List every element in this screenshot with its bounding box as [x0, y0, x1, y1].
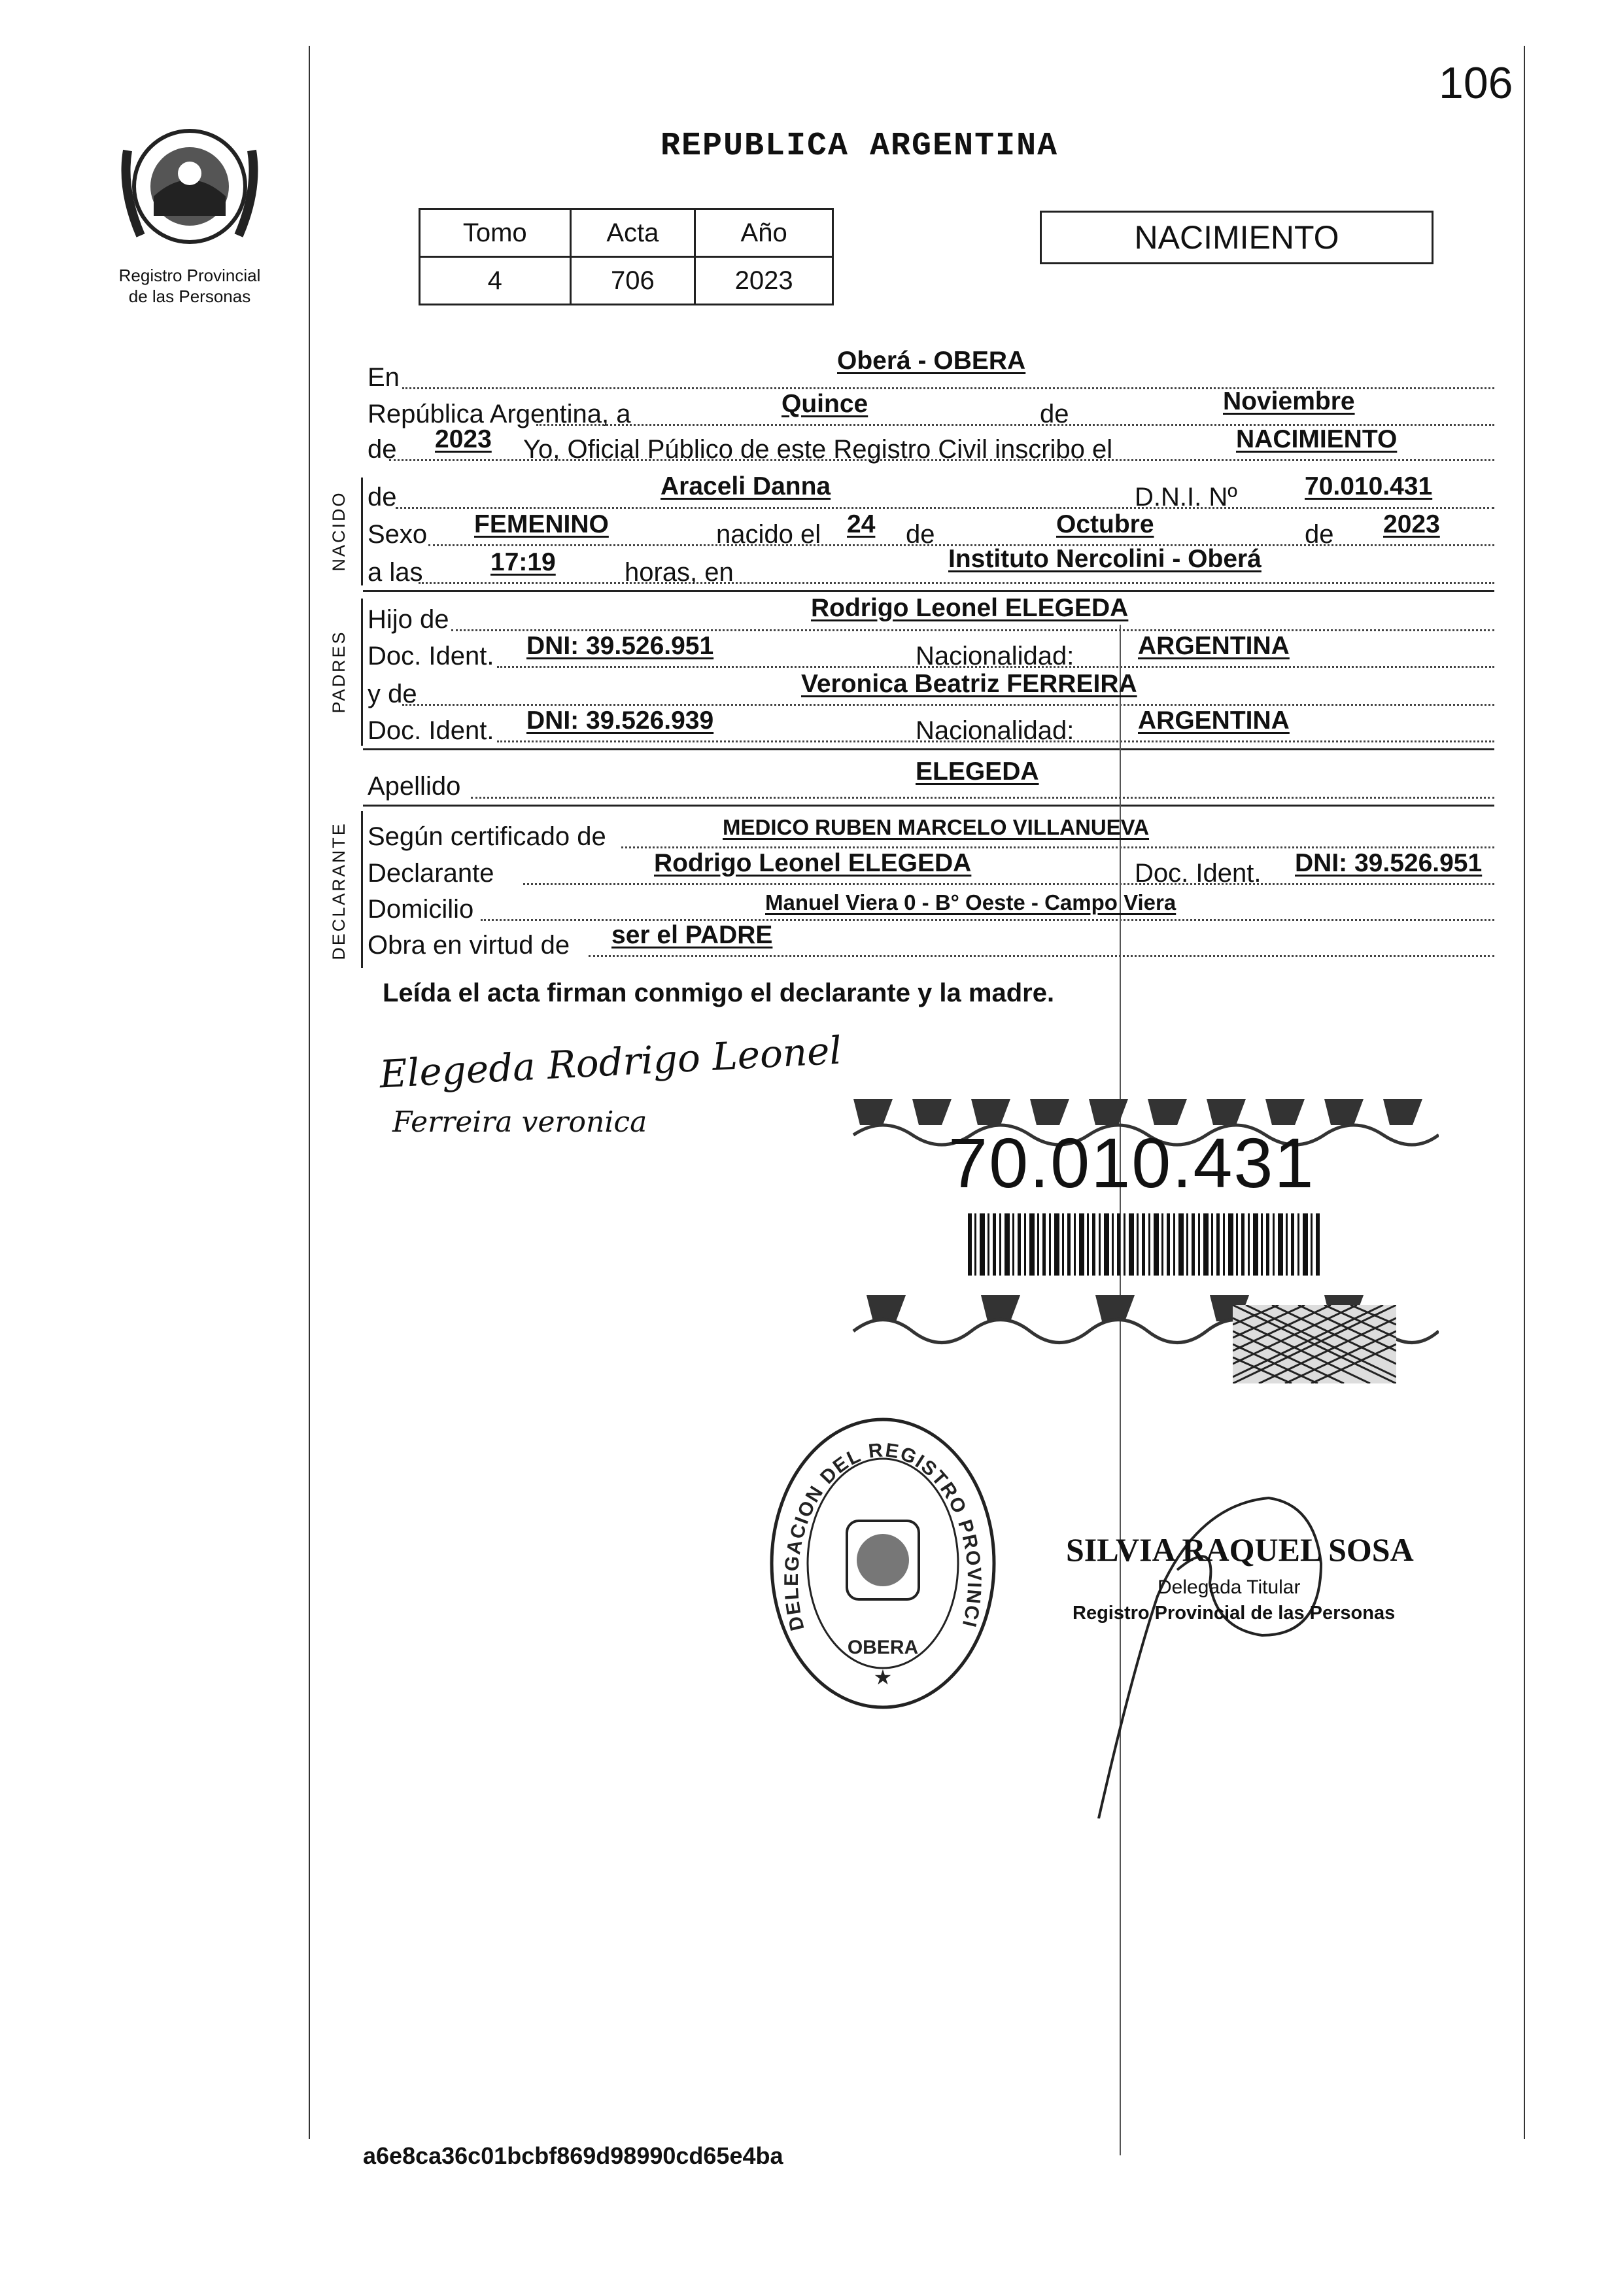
horas-label: horas, en [625, 558, 734, 587]
page-number: 106 [1439, 58, 1513, 108]
de-label-2: de [906, 520, 935, 549]
en-label: En [368, 363, 400, 392]
domicilio-label: Domicilio [368, 895, 474, 924]
province-crest-icon [114, 111, 265, 262]
official-stamp [765, 1413, 1001, 1714]
act-type: NACIMIENTO [1134, 219, 1339, 256]
row-line [402, 704, 1494, 706]
section-declarante: DECLARANTE [329, 822, 349, 960]
segun-value: MEDICO RUBEN MARCELO VILLANUEVA [723, 815, 1150, 839]
logo-caption-line1: Registro Provincial [118, 266, 261, 285]
month-value: Noviembre [1223, 387, 1355, 415]
en-value: Oberá - OBERA [837, 347, 1026, 375]
row-line [419, 582, 1494, 584]
row-line [451, 629, 1494, 631]
decl-doc-value: DNI: 39.526.951 [1295, 849, 1483, 877]
hologram-patch [1233, 1305, 1396, 1383]
hijo-label: Hijo de [368, 605, 449, 634]
declarante-label: Declarante [368, 859, 494, 888]
de-label: de [1040, 400, 1069, 428]
section-nacido: NACIDO [329, 491, 349, 572]
time-value: 17:19 [490, 548, 556, 576]
father-nat-value: ARGENTINA [1138, 632, 1290, 660]
alas-label: a las [368, 558, 423, 587]
value-anio: 2023 [695, 257, 833, 305]
de-name-label: de [368, 483, 397, 512]
official-title: Delegada Titular [1158, 1576, 1301, 1598]
barcode-icon [968, 1213, 1321, 1276]
row-line [523, 883, 1494, 885]
doc-ident-label-2: Doc. Ident. [368, 716, 494, 745]
obra-value: ser el PADRE [611, 921, 773, 949]
apellido-label: Apellido [368, 772, 461, 801]
official-office: Registro Provincial de las Personas [1073, 1603, 1396, 1624]
obra-label: Obra en virtud de [368, 931, 570, 960]
row-line [471, 797, 1494, 799]
id-number: 70.010.431 [948, 1123, 1315, 1202]
sexo-value: FEMENINO [474, 510, 609, 538]
header-acta: Acta [570, 209, 695, 257]
de-label-3: de [1305, 520, 1334, 549]
header-anio: Año [695, 209, 833, 257]
mother-nat-value: ARGENTINA [1138, 706, 1290, 735]
yde-label: y de [368, 680, 417, 708]
doc-ident-label: Doc. Ident. [368, 642, 494, 670]
birth-year-value: 2023 [1383, 510, 1440, 538]
dni-label: D.N.I. Nº [1135, 483, 1237, 512]
hologram-icon [1233, 1305, 1396, 1383]
row-line [589, 955, 1494, 957]
value-tomo: 4 [420, 257, 571, 305]
mother-doc-value: DNI: 39.526.939 [526, 706, 714, 735]
place-value: Instituto Nercolini - Oberá [948, 545, 1262, 573]
section-separator [363, 748, 1494, 750]
father-value: Rodrigo Leonel ELEGEDA [811, 594, 1129, 622]
province-logo [114, 111, 265, 262]
official-signature [1059, 1478, 1414, 1818]
nacido-bracket [361, 478, 363, 585]
stamp-city: OBERA [847, 1637, 919, 1658]
left-margin-rule [309, 46, 310, 2139]
year-value: 2023 [435, 425, 492, 453]
section-separator [363, 590, 1494, 592]
logo-caption [78, 265, 301, 307]
act-type-box [1040, 211, 1434, 264]
declarante-bracket [361, 811, 363, 968]
padres-bracket [361, 599, 363, 746]
record-table [419, 208, 834, 305]
segun-label: Según certificado de [368, 822, 606, 851]
star-icon: ★ [873, 1665, 893, 1689]
row-line [396, 507, 1494, 509]
value-acta: 706 [570, 257, 695, 305]
official-name: SILVIA RAQUEL SOSA [1066, 1531, 1414, 1568]
mother-value: Veronica Beatriz FERREIRA [801, 670, 1137, 698]
closing-statement: Leída el acta firman conmigo el declarante y la madre. [383, 979, 1055, 1007]
signature-scrawl-icon [1059, 1478, 1399, 1818]
name-value: Araceli Danna [661, 472, 831, 500]
oval-stamp-icon [765, 1413, 1001, 1714]
inscribo-value: NACIMIENTO [1236, 425, 1398, 453]
right-margin-rule [1524, 46, 1525, 2139]
birth-month-value: Octubre [1056, 510, 1154, 538]
inscribo-label: Yo, Oficial Público de este Registro Civil inscribo el [523, 435, 1113, 464]
header-tomo: Tomo [420, 209, 571, 257]
declarante-value: Rodrigo Leonel ELEGEDA [654, 849, 972, 877]
republica-label: República Argentina, a [368, 400, 631, 428]
nacionalidad-label-2: Nacionalidad: [916, 716, 1074, 745]
dni-value: 70.010.431 [1305, 472, 1433, 500]
barcode [968, 1213, 1321, 1276]
column-divider [1120, 625, 1121, 2155]
nacionalidad-label: Nacionalidad: [916, 642, 1074, 670]
stamp-ring-text: DELEGACION DEL REGISTRO PROVINCI [780, 1439, 986, 1633]
domicilio-value: Manuel Viera 0 - B° Oeste - Campo Viera [765, 890, 1176, 914]
decl-doc-label: Doc. Ident. [1135, 859, 1262, 888]
signature-madre: Ferreira veronica [392, 1105, 647, 1139]
birth-day-value: 24 [847, 510, 876, 538]
footer-hash: a6e8ca36c01bcbf869d98990cd65e4ba [363, 2142, 783, 2169]
signature-declarante: Elegeda Rodrigo Leonel [378, 1028, 843, 1097]
sexo-label: Sexo [368, 520, 428, 549]
father-doc-value: DNI: 39.526.951 [526, 632, 714, 660]
section-padres: PADRES [329, 630, 349, 714]
section-separator [363, 805, 1494, 807]
nacido-label: nacido el [716, 520, 821, 549]
apellido-value: ELEGEDA [916, 757, 1039, 786]
day-value: Quince [781, 390, 868, 418]
row-line [621, 846, 1494, 848]
de-year-label: de [368, 435, 397, 464]
country-title: REPUBLICA ARGENTINA [661, 128, 1059, 165]
logo-caption-line2: de las Personas [128, 287, 251, 306]
